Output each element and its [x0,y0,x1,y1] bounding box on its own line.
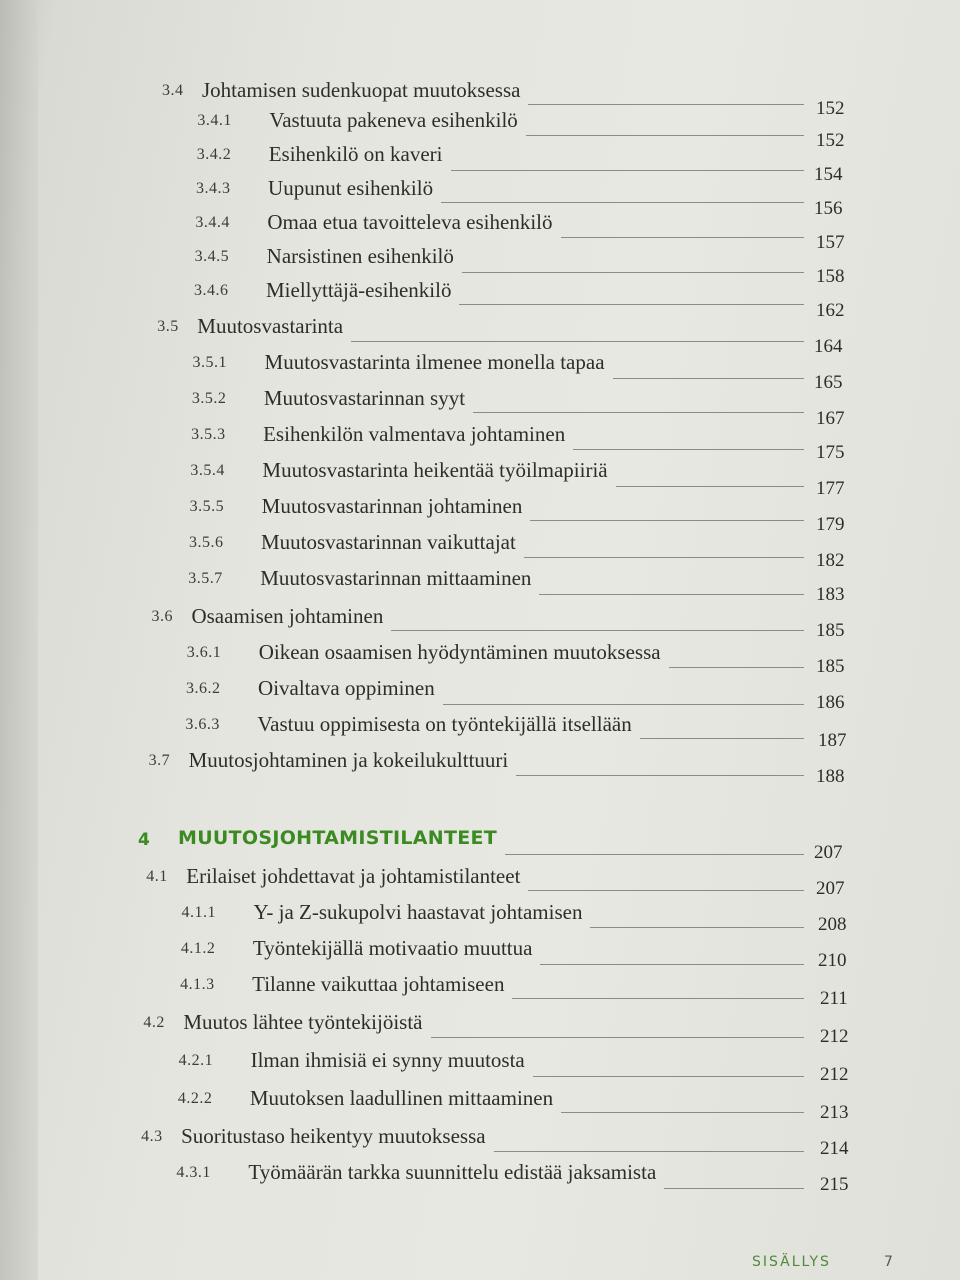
toc-page-number: 187 [818,730,847,751]
toc-entry-number: 4.1.3 [180,976,215,993]
toc-leader-line [516,775,804,776]
toc-page-number: 164 [814,336,843,357]
toc-leader-line [512,998,804,999]
toc-entry-title: Esihenkilön valmentava johtaminen [263,422,566,446]
toc-entry-title: Suoritustaso heikentyy muutoksessa [181,1124,486,1148]
toc-entry-title: Vastuuta pakeneva esihenkilö [269,108,518,132]
toc-leader-line [431,1037,804,1038]
toc-leader-line [573,449,804,450]
toc-entry-title: Ilman ihmisiä ei synny muutosta [250,1048,525,1072]
toc-entry [0,712,960,750]
toc-leader-line [561,1112,804,1113]
toc-page-number: 186 [816,692,845,713]
toc-entry-title: Uupunut esihenkilö [268,176,434,200]
running-footer-section: SISÄLLYS [752,1254,831,1270]
toc-entry-title: Esihenkilö on kaveri [268,142,443,166]
toc-leader-line [664,1188,804,1189]
toc-entry-number: 3.4.6 [194,282,229,299]
toc-entry-number: 3.5.3 [191,426,226,443]
running-footer-page-number: 7 [884,1254,893,1270]
toc-entry-title: Muutosvastarinnan mittaaminen [260,566,532,590]
toc-entry [0,1048,960,1086]
toc-leader-line [533,1076,804,1077]
toc-entry-number: 3.4.4 [195,214,230,231]
toc-entry [0,900,960,938]
toc-entry-number: 3.5.5 [189,498,225,515]
toc-page-number: 158 [816,266,845,287]
toc-entry-title: Muutosvastarinta ilmenee monella tapaa [264,350,605,374]
toc-entry-number: 3.6.3 [185,716,220,733]
toc-entry-number: 4.3 [141,1128,163,1145]
toc-entry-number: 4.2 [143,1014,165,1031]
toc-entry-title: Muutosjohtaminen ja kokeilukulttuuri [188,748,509,772]
toc-entry-number: 3.5.4 [190,462,225,479]
toc-page-number: 165 [814,372,843,393]
toc-entry-number: 3.5 [157,318,179,335]
toc-leader-line [459,304,804,305]
toc-page-number: 182 [816,550,845,571]
toc-entry-number: 4.2.1 [178,1052,214,1069]
toc-entry-title: Narsistinen esihenkilö [266,244,454,268]
toc-entry-number: 3.4.1 [197,112,232,129]
toc-entry-number: 3.4.3 [196,180,231,197]
toc-leader-line [391,630,804,631]
toc-leader-line [669,667,804,668]
toc-leader-line [616,486,804,487]
toc-leader-line [613,378,804,379]
toc-page-number: 154 [814,164,843,185]
toc-page-number: 179 [816,514,845,535]
toc-leader-line [540,964,804,965]
toc-entry [0,1160,960,1198]
toc-entry-number: 3.5.7 [188,570,223,587]
toc-leader-line [443,704,804,705]
toc-leader-line [505,854,804,855]
toc-entry-number: 3.4 [162,82,184,99]
toc-entry-title: Oikean osaamisen hyödyntäminen muutoksessa [258,640,661,664]
toc-entry [0,936,960,974]
toc-page-number: 213 [820,1102,849,1123]
toc-entry-title: Tilanne vaikuttaa johtamiseen [252,972,505,996]
toc-entry-title: Muutosvastarinta heikentää työilmapiiriä [262,458,608,482]
toc-entry-title: Muutosvastarinta [197,314,344,338]
toc-entry-title: Muutos lähtee työntekijöistä [183,1010,423,1034]
toc-entry-title: Vastuu oppimisesta on työntekijällä itsellään [257,712,632,736]
toc-entry-number: 3.5.2 [191,390,227,407]
toc-entry-title: Työmäärän tarkka suunnittelu edistää jaksamista [248,1160,657,1184]
toc-entry-title: Muutosvastarinnan vaikuttajat [260,530,516,554]
toc-entry-title: MUUTOSJOHTAMISTILANTEET [178,827,498,849]
toc-page-number: 152 [816,98,845,119]
toc-entry-number: 3.5.1 [192,354,228,371]
toc-leader-line [451,170,804,171]
toc-page-number: 208 [818,914,847,935]
toc-page-number: 212 [820,1026,849,1047]
toc-entry-title: Oivaltava oppiminen [258,676,435,700]
toc-entry [0,1010,960,1048]
toc-entry-title: Muutosvastarinnan syyt [263,386,466,410]
toc-entry-number: 4 [138,830,151,850]
toc-page-number: 207 [816,878,845,899]
toc-leader-line [530,520,804,521]
toc-entry-number: 3.5.6 [188,534,224,551]
toc-page-number: 167 [816,408,845,429]
toc-entry-number: 4.2.2 [177,1090,213,1107]
toc-leader-line [526,135,804,136]
toc-leader-line [351,341,804,342]
toc-entry-number: 3.6 [151,608,173,625]
toc-page-number: 185 [816,656,845,677]
toc-page-number: 157 [816,232,845,253]
toc-leader-line [528,104,804,105]
toc-entry-number: 4.1 [146,868,168,885]
toc-page-number: 211 [820,988,848,1009]
toc-entry-number: 4.1.1 [181,904,217,921]
toc-entry-title: Johtamisen sudenkuopat muutoksessa [202,78,521,102]
toc-page-number: 162 [816,300,845,321]
toc-page-number: 215 [820,1174,849,1195]
toc-page-number: 212 [820,1064,849,1085]
toc-leader-line [590,927,804,928]
toc-page-number: 210 [818,950,847,971]
toc-entry-number: 3.6.2 [186,680,221,697]
toc-entry-number: 3.7 [148,752,171,769]
toc-entry-title: Osaamisen johtaminen [191,604,384,628]
toc-entry-title: Työntekijällä motivaatio muuttua [252,936,533,960]
toc-leader-line [441,202,804,203]
toc-leader-line [473,412,804,413]
toc-page-number: 207 [814,842,843,863]
toc-leader-line [561,237,804,238]
toc-entry-number: 3.4.2 [196,146,232,163]
toc-entry-title: Muutoksen laadullinen mittaaminen [249,1086,554,1110]
toc-page-number: 152 [816,130,845,151]
toc-leader-line [539,594,804,595]
toc-entry-number: 4.3.1 [176,1164,211,1181]
toc-leader-line [524,557,804,558]
toc-page-number: 175 [816,442,845,463]
toc-entry-number: 3.6.1 [186,644,222,661]
toc-page-number: 177 [816,478,845,499]
toc-leader-line [528,890,804,891]
toc-leader-line [640,738,804,739]
toc-entry-title: Muutosvastarinnan johtaminen [261,494,523,518]
toc-entry [0,1124,960,1162]
toc-page-number: 214 [820,1138,849,1159]
toc-page-number: 156 [814,198,843,219]
toc-entry-title: Erilaiset johdettavat ja johtamistilanteet [186,864,521,888]
toc-leader-line [462,272,804,273]
toc-page-number: 188 [816,766,845,787]
toc-entry-number: 4.1.2 [180,940,216,957]
toc-page-number: 183 [816,584,845,605]
toc-leader-line [494,1151,804,1152]
toc-entry [0,1086,960,1124]
toc-entry-number: 3.4.5 [194,248,230,265]
toc-entry-title: Miellyttäjä-esihenkilö [266,278,452,302]
toc-entry [0,972,960,1010]
toc-entry-title: Y- ja Z-sukupolvi haastavat johtamisen [253,900,583,924]
toc-page-number: 185 [816,620,845,641]
toc-entry-title: Omaa etua tavoitteleva esihenkilö [267,210,553,234]
